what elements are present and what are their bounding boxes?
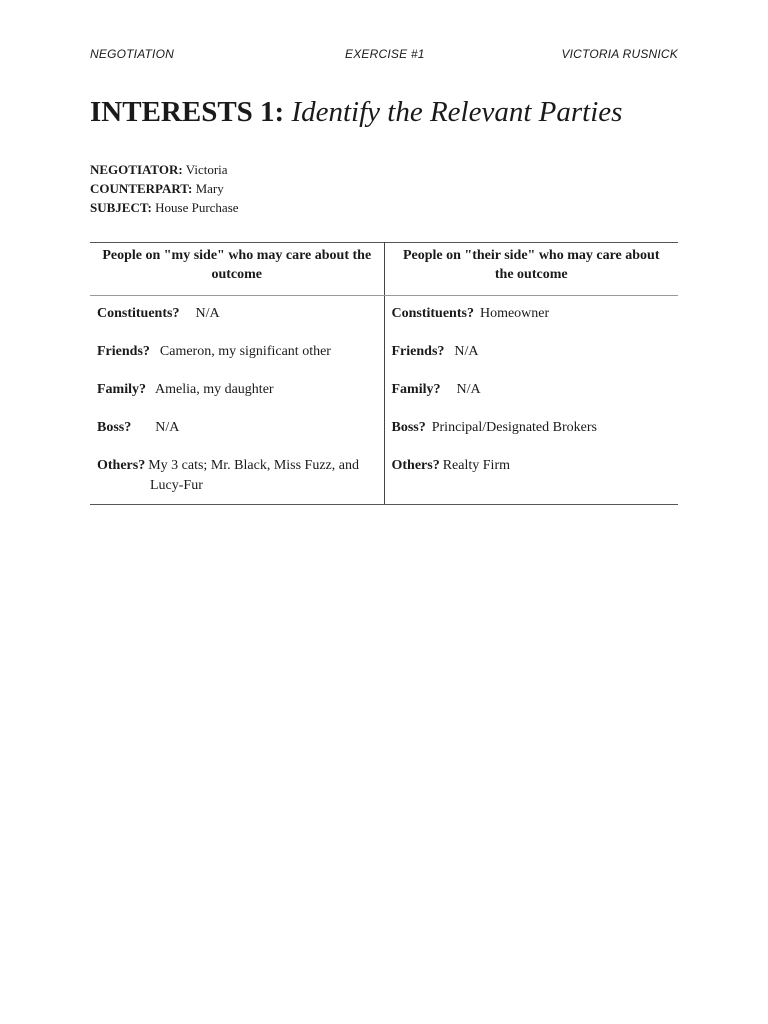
meta-key: NEGOTIATOR: <box>90 162 183 177</box>
entry-value: N/A <box>195 306 220 321</box>
their-boss <box>392 418 673 438</box>
header-their-side: People on "their side" who may care about the outcome <box>384 243 678 296</box>
entry-value: N/A <box>454 344 479 359</box>
header-course: NEGOTIATION <box>90 47 174 61</box>
running-header <box>90 47 678 65</box>
entry-label: Constituents? <box>97 306 180 321</box>
entry-label: Friends? <box>97 344 150 359</box>
my-boss <box>97 418 378 438</box>
negotiation-meta <box>90 160 239 217</box>
entry-label: Family? <box>97 382 146 397</box>
page-title <box>90 94 690 130</box>
header-author: VICTORIA RUSNICK <box>561 47 678 61</box>
page-title-prefix: INTERESTS 1: <box>90 96 285 128</box>
entry-label: Friends? <box>391 344 445 359</box>
entry-label: Boss? <box>97 420 132 435</box>
parties-table <box>90 242 678 505</box>
entry-value: Homeowner <box>479 306 550 321</box>
their-side-cell <box>384 296 678 505</box>
entry-label: Family? <box>391 382 441 397</box>
entry-label: Others? <box>391 458 440 473</box>
entry-value: My 3 cats; Mr. Black, Miss Fuzz, and Lucy-Fur <box>148 458 359 493</box>
entry-label: Constituents? <box>391 306 474 321</box>
their-friends <box>392 342 673 362</box>
entry-value: Realty Firm <box>442 458 510 473</box>
meta-key: COUNTERPART: <box>90 181 193 196</box>
meta-negotiator <box>90 160 239 179</box>
entry-label: Others? <box>97 458 146 473</box>
my-family <box>97 380 378 400</box>
their-others <box>392 456 673 476</box>
my-constituents <box>97 304 378 324</box>
header-my-side: People on "my side" who may care about the outcome <box>90 243 384 296</box>
meta-value: Mary <box>195 181 224 196</box>
my-others <box>97 456 378 496</box>
entry-value: N/A <box>456 382 481 397</box>
table-row <box>90 296 678 505</box>
meta-counterpart <box>90 179 239 198</box>
entry-value: Principal/Designated Brokers <box>431 420 597 435</box>
their-family <box>392 380 673 400</box>
meta-value: Victoria <box>185 162 228 177</box>
entry-value: N/A <box>155 420 180 435</box>
meta-value: House Purchase <box>155 200 239 215</box>
meta-key: SUBJECT: <box>90 200 152 215</box>
page-title-subtitle: Identify the Relevant Parties <box>291 96 623 128</box>
table-header-row <box>90 243 678 296</box>
meta-subject <box>90 198 239 217</box>
entry-label: Boss? <box>391 420 426 435</box>
entry-value: Cameron, my significant other <box>159 344 331 359</box>
my-friends <box>97 342 378 362</box>
header-exercise: EXERCISE #1 <box>345 47 425 61</box>
my-side-cell <box>90 296 384 505</box>
entry-value: Amelia, my daughter <box>155 382 274 397</box>
their-constituents <box>392 304 673 324</box>
